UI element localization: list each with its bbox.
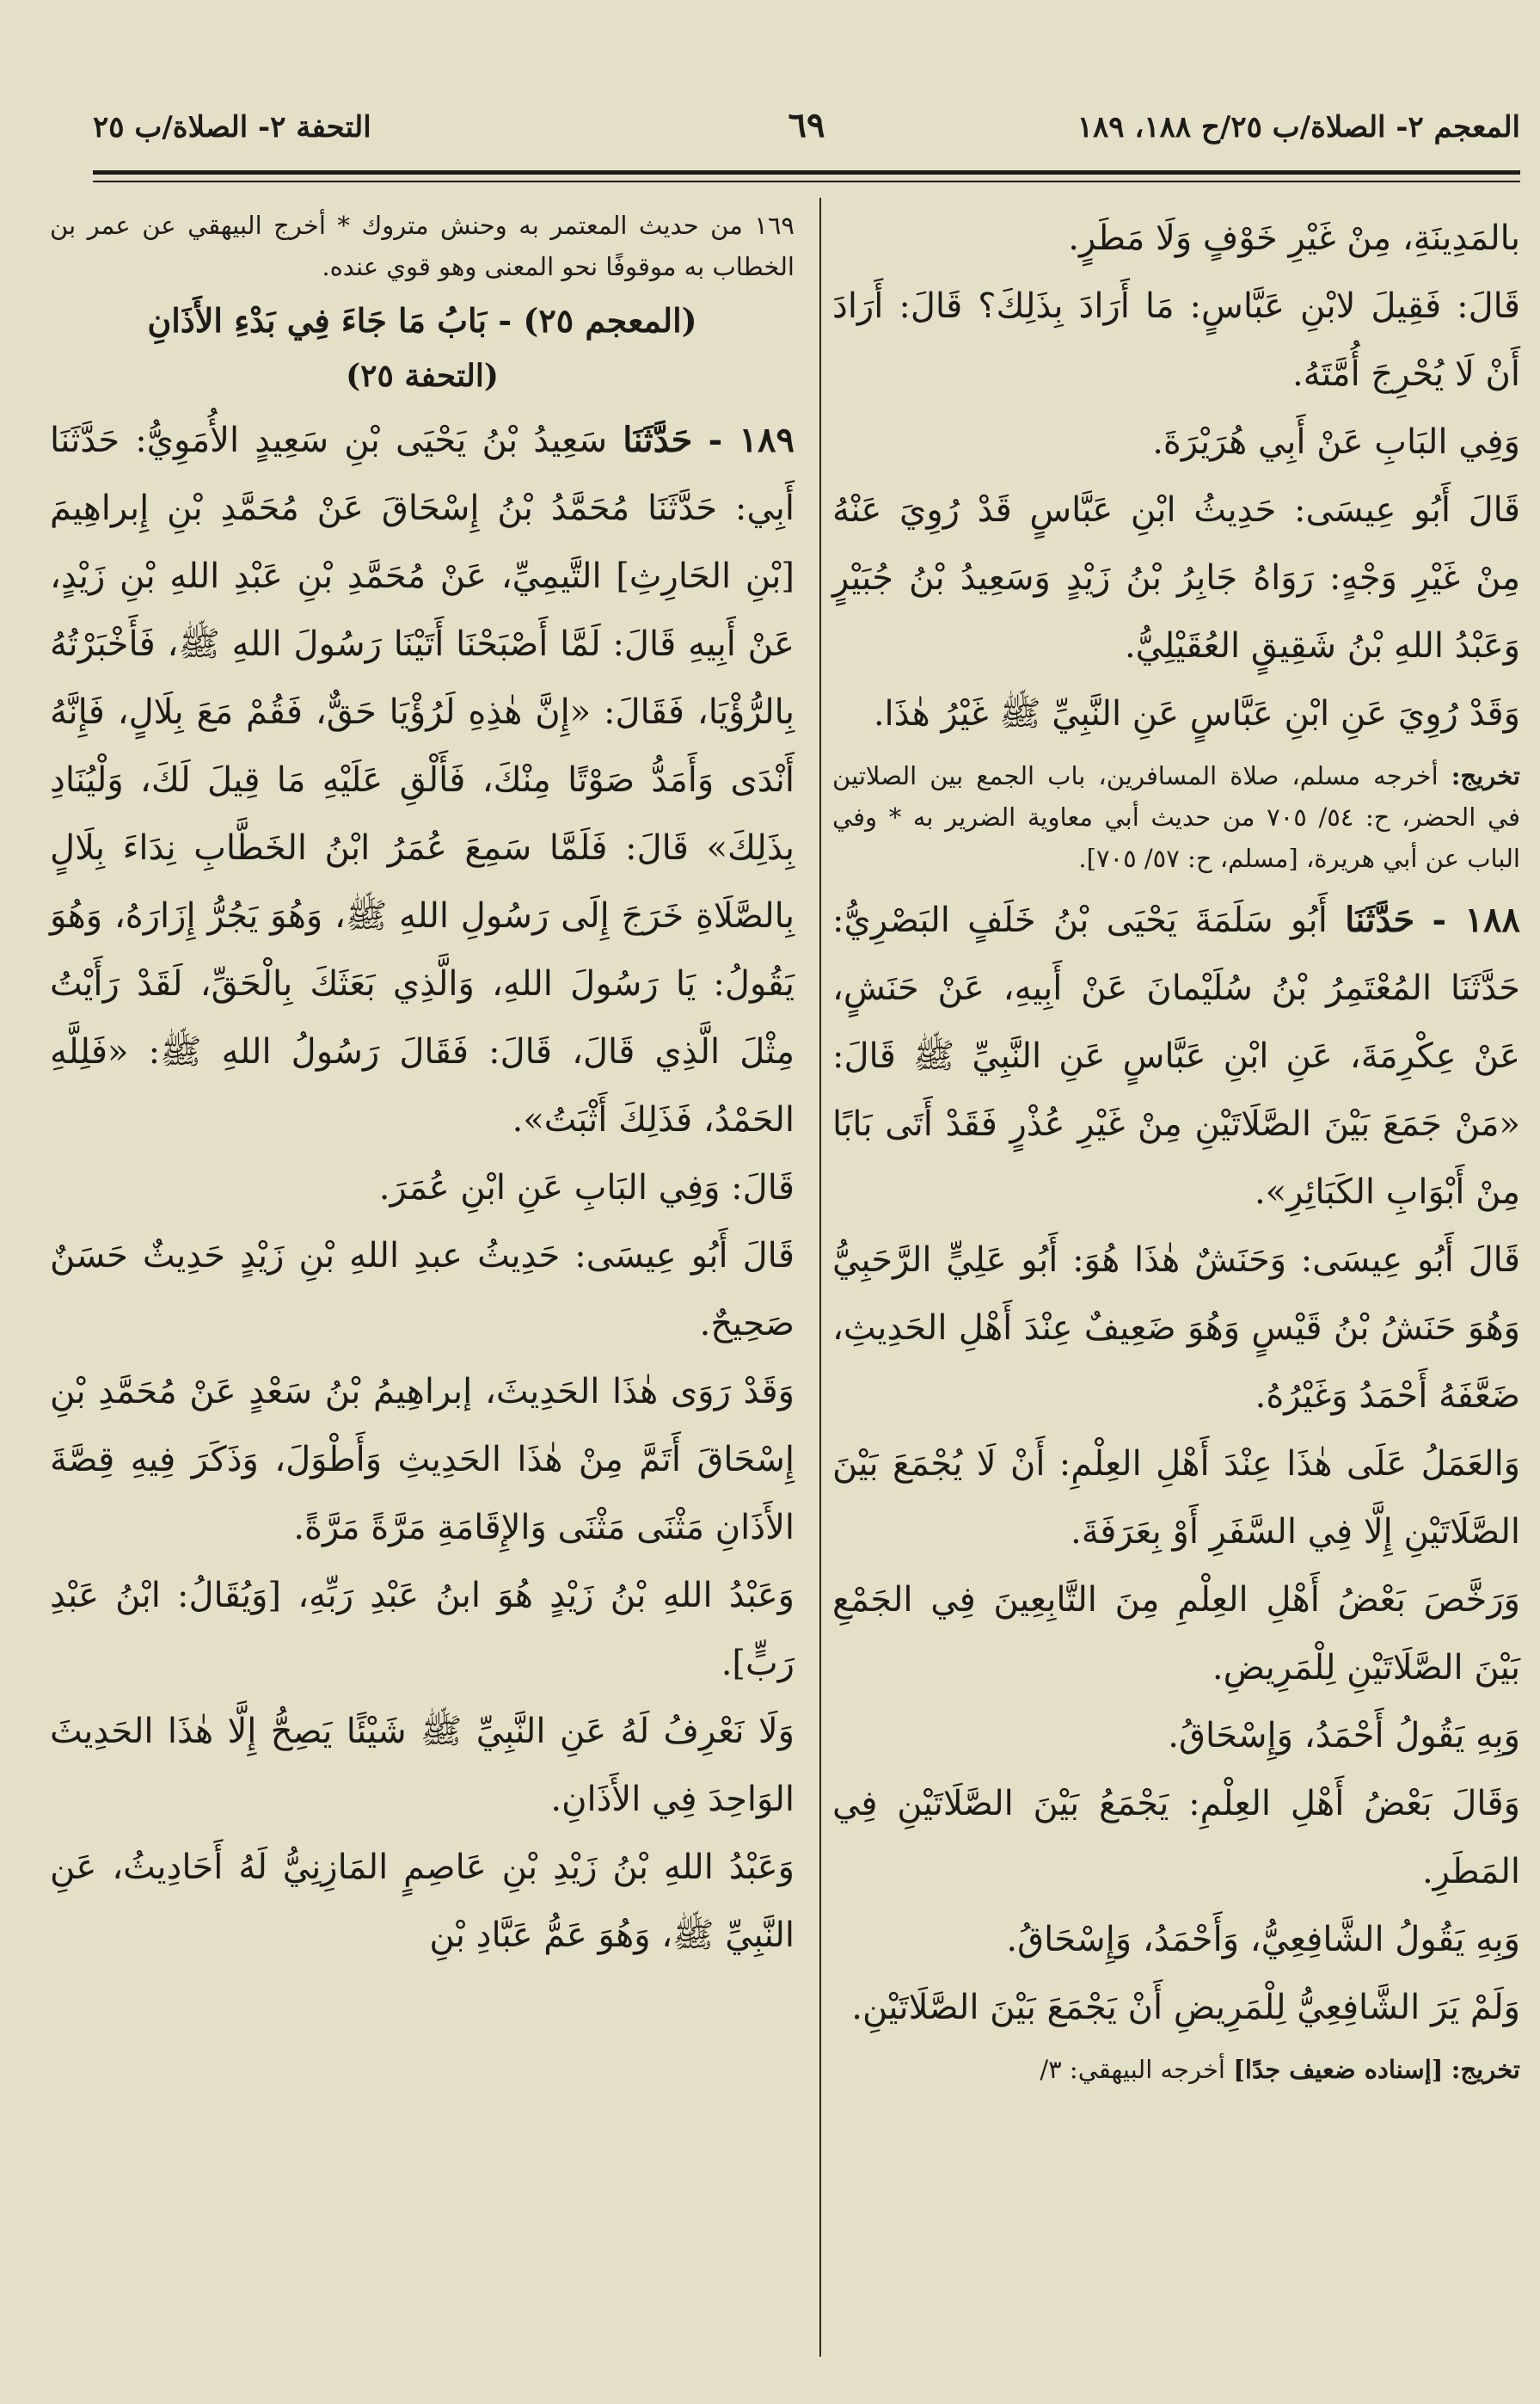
hadith-189 <box>50 406 795 1154</box>
hadith-opening: حَدَّثَنَا <box>1345 900 1415 940</box>
takhrij-note <box>832 755 1520 879</box>
paragraph: قَالَ أَبُو عِيسَى: حَدِيثُ ابْنِ عَبَّاسٍ قَدْ رُوِيَ عَنْهُ مِنْ غَيْرِ وَجْهٍ: رَوَاهُ جَابِرُ بْنُ زَيْدٍ وَسَعِيدُ بْنُ جُبَيْرٍ وَعَبْدُ اللهِ بْنُ شَقِيقٍ العُقَيْلِيُّ. <box>832 490 1520 666</box>
paragraph: قَالَ أَبُو عِيسَى: وَحَنَشٌ هٰذَا هُوَ: أَبُو عَلِيٍّ الرَّحَبِيُّ وَهُوَ حَنَشُ بْنُ قَيْسٍ وَهُوَ ضَعِيفٌ عِنْدَ أَهْلِ الحَدِيثِ، ضَعَّفَهُ أَحْمَدُ وَغَيْرُهُ. <box>832 1240 1520 1416</box>
left-column <box>50 205 795 1970</box>
paragraph: وَعَبْدُ اللهِ بْنُ زَيْدِ بْنِ عَاصِمٍ المَازِنِيُّ لَهُ أَحَادِيثُ، عَنِ النَّبِيِّ ﷺ، وَهُوَ عَمُّ عَبَّادِ بْنِ <box>50 1848 795 1955</box>
header-rule-thick <box>93 170 1520 175</box>
paragraph: وَرَخَّصَ بَعْضُ أَهْلِ العِلْمِ مِنَ التَّابِعِينَ فِي الجَمْعِ بَيْنَ الصَّلَاتَيْنِ لِلْمَرِيضِ. <box>832 1580 1520 1688</box>
hadith-188 <box>832 886 1520 1227</box>
right-column <box>832 205 1520 2090</box>
paragraph: قَالَ: وَفِي البَابِ عَنِ ابْنِ عُمَرَ. <box>378 1168 795 1208</box>
chapter-subheading: (التحفة ٢٥) <box>346 358 499 394</box>
page-number: ٦٩ <box>788 105 825 145</box>
header-right: المعجم ٢- الصلاة/ب ٢٥/ح ١٨٨، ١٨٩ <box>1077 110 1520 144</box>
hadith-opening: حَدَّثَنَا <box>623 420 693 460</box>
paragraph: وَبِهِ يَقُولُ الشَّافِعِيُّ، وَأَحْمَدُ، وَإِسْحَاقُ. <box>1006 1920 1520 1959</box>
footnote-continuation: ١٦٩ من حديث المعتمر به وحنش متروك * أخرج البيهقي عن عمر بن الخطاب به موقوفًا نحو المعنى وهو قوي عنده. <box>50 211 795 281</box>
paragraph: وَقَدْ رَوَى هٰذَا الحَدِيثَ، إبراهِيمُ بْنُ سَعْدٍ عَنْ مُحَمَّدِ بْنِ إِسْحَاقَ أَتَمَّ مِنْ هٰذَا الحَدِيثِ وَأَطْوَلَ، وَذَكَرَ فِيهِ قِصَّةَ الأَذَانِ مَثْنَى مَثْنَى وَالإِقَامَةِ مَرَّةً مَرَّةً. <box>50 1372 795 1547</box>
takhrij-note <box>832 2049 1520 2090</box>
paragraph: بالمَدِينَةِ، مِنْ غَيْرِ خَوْفٍ وَلَا مَطَرٍ. <box>1068 218 1520 258</box>
hadith-number: ١٨٩ - <box>708 420 795 460</box>
hadith-text: سَعِيدُ بْنُ يَحْيَى بْنِ سَعِيدٍ الأُمَوِيُّ: حَدَّثَنَا أَبِي: حَدَّثَنَا مُحَمَّدُ بْنُ إِسْحَاقَ عَنْ مُحَمَّدِ بْنِ إِبراهِيمَ [بْنِ الحَارِثِ] التَّيمِيِّ، عَنْ مُحَمَّدِ بْنِ عَبْدِ اللهِ بْنِ زَيْدٍ، عَنْ أَبِيهِ قَالَ: لَمَّا أَصْبَحْنَا أَتَيْنَا رَسُولَ اللهِ ﷺ، فَأَخْبَرْتُهُ بِالرُّؤْيَا، فَقَالَ: «إِنَّ هٰذِهِ لَرُؤْيَا حَقٌّ، فَقُمْ مَعَ بِلَالٍ، فَإِنَّهُ أَنْدَى وَأَمَدُّ صَوْتًا مِنْكَ، فَأَلْقِ عَلَيْهِ مَا قِيلَ لَكَ، وَلْيُنَادِ بِذَلِكَ» قَالَ: فَلَمَّا سَمِعَ عُمَرُ ابْنُ الخَطَّابِ نِدَاءَ بِلَالٍ بِالصَّلَاةِ خَرَجَ إِلَى رَسُولِ اللهِ ﷺ، وَهُوَ يَجُرُّ إِزَارَهُ، وَهُوَ يَقُولُ: يَا رَسُولَ اللهِ، وَالَّذِي بَعَثَكَ بِالْحَقِّ، لَقَدْ رَأَيْتُ مِثْلَ الَّذِي قَالَ، قَالَ: فَقَالَ رَسُولُ اللهِ ﷺ: «فَلِلَّهِ الحَمْدُ، فَذَلِكَ أَثْبَتُ». <box>50 421 795 1140</box>
paragraph: وَلَا نَعْرِفُ لَهُ عَنِ النَّبِيِّ ﷺ شَيْئًا يَصِحُّ إِلَّا هٰذَا الحَدِيثَ الوَاحِدَ فِي الأَذَانِ. <box>50 1712 795 1819</box>
takhrij-grade: [إسناده ضعيف جدًا] <box>1233 2055 1444 2084</box>
paragraph: وَبِهِ يَقُولُ أَحْمَدُ، وَإِسْحَاقُ. <box>1168 1716 1520 1755</box>
hadith-text: أَبُو سَلَمَةَ يَحْيَى بْنُ خَلَفٍ البَصْرِيُّ: حَدَّثَنَا المُعْتَمِرُ بْنُ سُلَيْمانَ عَنْ أَبِيهِ، عَنْ حَنَشٍ، عَنْ عِكْرِمَةَ، عَنِ ابْنِ عَبَّاسٍ عَنِ النَّبِيِّ ﷺ قَالَ: «مَنْ جَمَعَ بَيْنَ الصَّلَاتَيْنِ مِنْ غَيْرِ عُذْرٍ فَقَدْ أَتَى بَابًا مِنْ أَبْوَابِ الكَبَائِرِ». <box>832 901 1520 1212</box>
chapter-heading: (المعجم ٢٥) - بَابُ مَا جَاءَ فِي بَدْءِ الأَذَانِ <box>147 301 697 340</box>
paragraph: وَقَالَ بَعْضُ أَهْلِ العِلْمِ: يَجْمَعُ بَيْنَ الصَّلَاتَيْنِ فِي المَطَرِ. <box>832 1784 1520 1891</box>
page-header <box>93 103 1520 155</box>
paragraph: وَقَدْ رُوِيَ عَنِ ابْنِ عَبَّاسٍ عَنِ النَّبِيِّ ﷺ غَيْرُ هٰذَا. <box>873 694 1520 734</box>
paragraph: وَعَبْدُ اللهِ بْنُ زَيْدٍ هُوَ ابنُ عَبْدِ رَبِّهِ، [وَيُقَالُ: ابْنُ عَبْدِ رَبٍّ]. <box>50 1576 795 1683</box>
paragraph: قَالَ: فَقِيلَ لابْنِ عَبَّاسٍ: مَا أَرَادَ بِذَلِكَ؟ قَالَ: أَرَادَ أَنْ لَا يُحْرِجَ أُمَّتَهُ. <box>832 286 1520 394</box>
takhrij-text: أخرجه مسلم، صلاة المسافرين، باب الجمع بين الصلاتين في الحضر، ح: ٥٤/ ٧٠٥ من حديث أبي معاوية الضرير به * وفي الباب عن أبي هريرة، [مسلم، ح: ٥٧/ ٧٠٥]. <box>832 761 1520 873</box>
header-rule-thin <box>93 181 1520 182</box>
paragraph: وَلَمْ يَرَ الشَّافِعِيُّ لِلْمَرِيضِ أَنْ يَجْمَعَ بَيْنَ الصَّلَاتَيْنِ. <box>851 1988 1520 2027</box>
paragraph: قَالَ أَبُو عِيسَى: حَدِيثُ عبدِ اللهِ بْنِ زَيْدٍ حَدِيثٌ حَسَنٌ صَحِيحٌ. <box>50 1236 795 1343</box>
paragraph: وَفِي البَابِ عَنْ أَبِي هُرَيْرَةَ. <box>1152 422 1520 462</box>
column-divider <box>819 198 821 2357</box>
takhrij-label: تخريج: <box>1451 2055 1520 2084</box>
header-left: التحفة ٢- الصلاة/ب ٢٥ <box>93 110 371 144</box>
hadith-number: ١٨٨ - <box>1432 900 1520 940</box>
takhrij-label: تخريج: <box>1451 761 1520 790</box>
takhrij-text: أخرجه البيهقي: ٣/ <box>1040 2055 1225 2084</box>
paragraph: وَالعَمَلُ عَلَى هٰذَا عِنْدَ أَهْلِ العِلْمِ: أَنْ لَا يُجْمَعَ بَيْنَ الصَّلَاتَيْنِ إِلَّا فِي السَّفَرِ أَوْ بِعَرَفَةَ. <box>832 1444 1520 1552</box>
